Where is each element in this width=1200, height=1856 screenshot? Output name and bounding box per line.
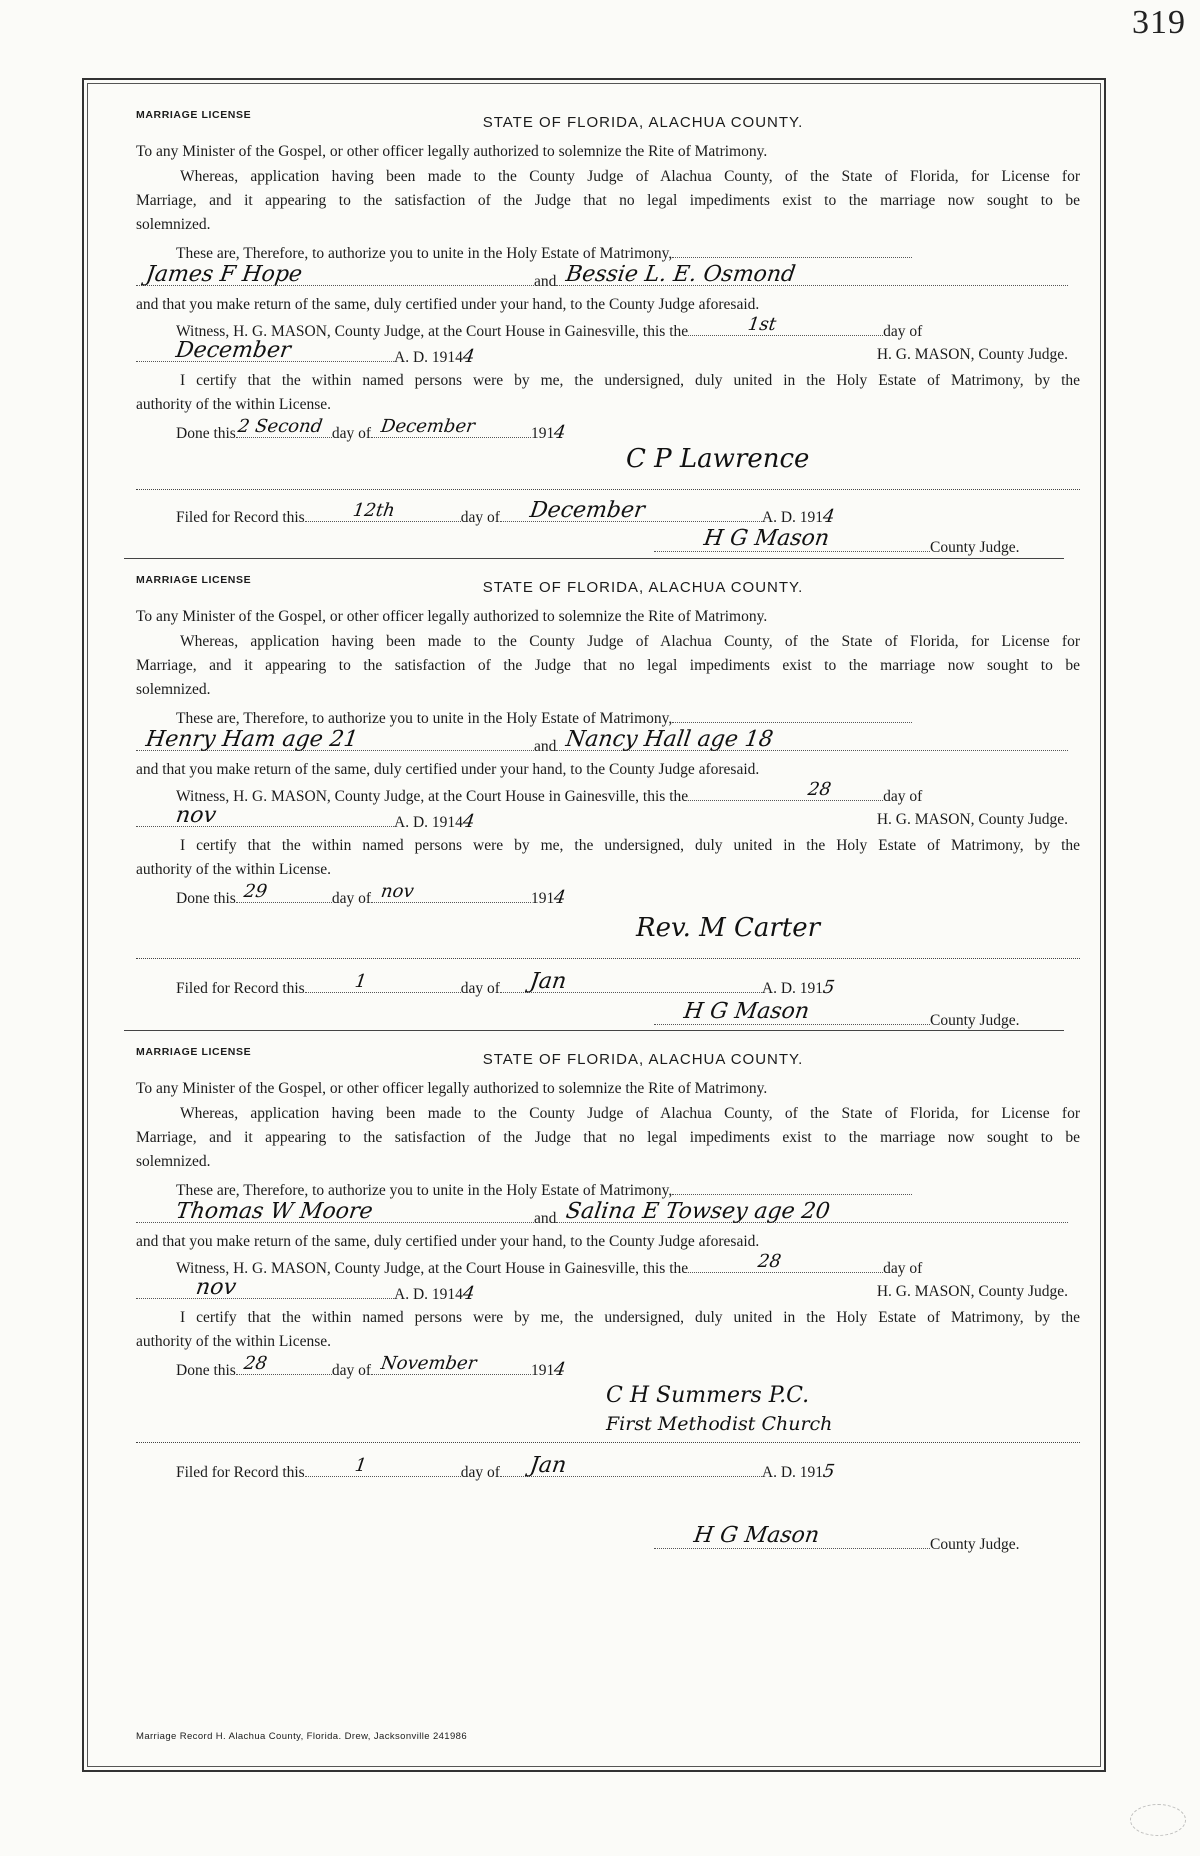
names-line	[136, 727, 1080, 757]
groom-name: Thomas W Moore	[174, 1199, 375, 1224]
address-line: To any Minister of the Gospel, or other officer legally authorized to solemnize the Rite of Matrimony.	[136, 1080, 768, 1097]
witness-year-digit: 4	[461, 346, 476, 367]
certify-line-1: I certify that the within named persons were by me, the undersigned, duly united in the Holy Estate of Matrimony, by the	[180, 372, 1080, 389]
authorize-line	[136, 706, 1080, 729]
day-of-text: day of	[883, 323, 923, 340]
bride-name: Bessie L. E. Osmond	[564, 262, 798, 287]
ink-stamp-mark	[1130, 1804, 1186, 1836]
ad-text: A. D. 1914	[394, 814, 463, 831]
authorize-text: These are, Therefore, to authorize you to unite in the Holy Estate of Matrimony,	[176, 245, 673, 262]
filed-year-digit: 5	[821, 977, 837, 998]
license-label: MARRIAGE LICENSE	[136, 574, 252, 586]
done-year-digit: 4	[552, 1359, 568, 1380]
officiant-church: First Methodist Church	[606, 1413, 833, 1435]
bride-name: Nancy Hall age 18	[564, 727, 776, 752]
license-separator-2	[124, 1030, 1064, 1031]
clerk-signature: H G Mason	[692, 1523, 821, 1548]
ad-text: A. D. 1914	[394, 1286, 463, 1303]
whereas-line-3: solemnized.	[136, 216, 211, 233]
officiant-block	[626, 444, 1080, 474]
authorize-dots	[672, 1178, 912, 1195]
marriage-license-3	[136, 1042, 1080, 1562]
groom-field	[136, 727, 534, 752]
done-day-of: day of	[331, 1362, 372, 1379]
and-text: and	[534, 738, 557, 755]
officiant-signature: Rev. M Carter	[636, 913, 821, 943]
page-number: 319	[1132, 4, 1186, 41]
witness-text: Witness, H. G. MASON, County Judge, at the Court House in Gainesville, this the	[176, 323, 689, 340]
done-line	[136, 881, 1080, 909]
witness-day-field	[688, 314, 883, 336]
license-label: MARRIAGE LICENSE	[136, 1046, 252, 1058]
filed-line	[136, 1453, 1080, 1483]
witness-month: nov	[194, 1275, 238, 1300]
filed-month-field	[500, 969, 762, 994]
witness-date-line	[136, 338, 1080, 368]
certify-line-2: authority of the within License.	[136, 861, 331, 878]
bride-name: Salina E Towsey age 20	[564, 1199, 832, 1224]
certify-line-1: I certify that the within named persons were by me, the undersigned, duly united in the Holy Estate of Matrimony, by the	[180, 837, 1080, 854]
done-line	[136, 416, 1080, 444]
certify-line-1: I certify that the within named persons were by me, the undersigned, duly united in the Holy Estate of Matrimony, by the	[180, 1309, 1080, 1326]
clerk-signature-field	[654, 999, 930, 1025]
bride-field	[556, 262, 1068, 287]
certify-line-2: authority of the within License.	[136, 396, 331, 413]
names-line	[136, 262, 1080, 292]
filed-day-field	[305, 1455, 461, 1477]
witness-day: 1st	[746, 314, 778, 335]
county-judge-text: County Judge.	[930, 1536, 1020, 1553]
section-divider	[136, 958, 1080, 959]
ad-text: A. D. 1914	[394, 349, 463, 366]
done-text: Done this	[176, 890, 236, 907]
filed-day-field	[305, 971, 461, 993]
groom-name: James F Hope	[144, 262, 304, 287]
witness-text: Witness, H. G. MASON, County Judge, at the Court House in Gainesville, this the	[176, 1260, 689, 1277]
officiant-signature: C H Summers P.C.	[606, 1383, 810, 1408]
address-line: To any Minister of the Gospel, or other officer legally authorized to solemnize the Rite of Matrimony.	[136, 608, 768, 625]
witness-date-line	[136, 1275, 1080, 1305]
filed-ad-text: A. D. 191	[761, 1464, 824, 1481]
filed-day-of: day of	[460, 509, 500, 526]
done-year-prefix: 191	[531, 890, 555, 907]
done-text: Done this	[176, 425, 236, 442]
license-separator-1	[124, 558, 1064, 559]
filed-year-digit: 5	[821, 1461, 837, 1482]
done-day: 2 Second	[236, 416, 324, 437]
done-day: 28	[242, 1353, 269, 1374]
filed-day-of: day of	[460, 1464, 500, 1481]
filed-day: 1	[353, 1455, 368, 1476]
whereas-line-2: Marriage, and it appearing to the satisfaction of the Judge that no legal impediments exist to the marriage now sought to be	[136, 1129, 1080, 1146]
clerk-signature-field	[654, 526, 930, 552]
filed-day: 12th	[351, 500, 396, 521]
clerk-line-2	[654, 999, 1094, 1030]
return-line: and that you make return of the same, duly certified under your hand, to the County Judge aforesaid.	[136, 761, 760, 778]
section-divider	[136, 1442, 1080, 1443]
done-month: nov	[379, 881, 416, 902]
filed-month: Jan	[528, 969, 568, 994]
filed-text: Filed for Record this	[176, 980, 305, 997]
done-year-prefix: 191	[531, 425, 555, 442]
clerk-signature: H G Mason	[682, 999, 811, 1024]
return-line: and that you make return of the same, duly certified under your hand, to the County Judge aforesaid.	[136, 296, 760, 313]
witness-month-field	[136, 338, 394, 363]
done-line	[136, 1353, 1080, 1381]
done-day-field	[236, 416, 332, 438]
witness-month: nov	[174, 803, 218, 828]
filed-day: 1	[353, 971, 368, 992]
filed-line	[136, 969, 1080, 999]
clerk-signature-field	[654, 1523, 930, 1549]
day-of-text: day of	[883, 788, 923, 805]
witness-text: Witness, H. G. MASON, County Judge, at the Court House in Gainesville, this the	[176, 788, 689, 805]
done-month: November	[379, 1353, 478, 1374]
marriage-license-1	[136, 105, 1080, 535]
groom-field	[136, 1199, 534, 1224]
printer-footer: Marriage Record H. Alachua County, Florida. Drew, Jacksonville 241986	[136, 1731, 468, 1742]
filed-month: Jan	[528, 1453, 568, 1478]
done-month: December	[379, 416, 477, 437]
done-year-digit: 4	[552, 422, 568, 443]
authorize-line	[136, 241, 1080, 264]
license-heading: STATE OF FLORIDA, ALACHUA COUNTY.	[482, 579, 804, 596]
done-year-prefix: 191	[531, 1362, 555, 1379]
whereas-line-2: Marriage, and it appearing to the satisfaction of the Judge that no legal impediments exist to the marriage now sought to be	[136, 657, 1080, 674]
whereas-line-1: Whereas, application having been made to the County Judge of Alachua County, of the State of Florida, for License for	[180, 1105, 1080, 1122]
witness-day: 28	[806, 779, 833, 800]
day-of-text: day of	[883, 1260, 923, 1277]
done-text: Done this	[176, 1362, 236, 1379]
done-year-digit: 4	[552, 887, 568, 908]
clerk-signature: H G Mason	[702, 526, 831, 551]
witness-month-field	[136, 803, 394, 828]
judge-signature-text: H. G. MASON, County Judge.	[876, 346, 1068, 363]
groom-field	[136, 262, 534, 287]
officiant-signature: C P Lawrence	[626, 444, 810, 474]
whereas-line-1: Whereas, application having been made to the County Judge of Alachua County, of the State of Florida, for License for	[180, 633, 1080, 650]
filed-month: December	[528, 498, 647, 523]
whereas-line-2: Marriage, and it appearing to the satisfaction of the Judge that no legal impediments exist to the marriage now sought to be	[136, 192, 1080, 209]
whereas-line-1: Whereas, application having been made to the County Judge of Alachua County, of the State of Florida, for License for	[180, 168, 1080, 185]
witness-month-field	[136, 1275, 394, 1300]
bride-field	[556, 727, 1068, 752]
done-day-field	[236, 1353, 332, 1375]
and-text: and	[534, 273, 557, 290]
authorize-line	[136, 1178, 1080, 1201]
authorize-dots	[672, 706, 912, 723]
clerk-line-3	[654, 1523, 1094, 1554]
done-day-of: day of	[331, 890, 372, 907]
license-label: MARRIAGE LICENSE	[136, 109, 252, 121]
officiant-block	[636, 913, 1080, 943]
judge-signature-text: H. G. MASON, County Judge.	[876, 811, 1068, 828]
filed-line	[136, 498, 1080, 528]
officiant-church-block	[606, 1414, 1080, 1436]
names-line	[136, 1199, 1080, 1229]
witness-day: 28	[756, 1251, 783, 1272]
judge-signature-text: H. G. MASON, County Judge.	[876, 1283, 1068, 1300]
whereas-line-3: solemnized.	[136, 681, 211, 698]
witness-line	[136, 779, 1080, 807]
whereas-line-3: solemnized.	[136, 1153, 211, 1170]
clerk-line-1	[654, 526, 1094, 557]
officiant-block	[606, 1383, 1080, 1408]
done-day-field	[236, 881, 332, 903]
filed-day-field	[305, 500, 461, 522]
filed-text: Filed for Record this	[176, 1464, 305, 1481]
witness-day-field	[688, 779, 883, 801]
and-text: and	[534, 1210, 557, 1227]
filed-text: Filed for Record this	[176, 509, 305, 526]
authorize-dots	[672, 241, 912, 258]
groom-name: Henry Ham age 21	[144, 727, 360, 752]
filed-ad-text: A. D. 191	[761, 509, 824, 526]
bride-field	[556, 1199, 1068, 1224]
done-month-field	[371, 416, 531, 438]
witness-day-field	[688, 1251, 883, 1273]
done-day-of: day of	[331, 425, 372, 442]
filed-month-field	[500, 498, 762, 523]
license-heading: STATE OF FLORIDA, ALACHUA COUNTY.	[482, 1051, 804, 1068]
filed-ad-text: A. D. 191	[761, 980, 824, 997]
county-judge-text: County Judge.	[930, 1012, 1020, 1029]
done-month-field	[371, 1353, 531, 1375]
marriage-license-2	[136, 570, 1080, 1040]
witness-date-line	[136, 803, 1080, 833]
done-day: 29	[242, 881, 269, 902]
return-line: and that you make return of the same, duly certified under your hand, to the County Judge aforesaid.	[136, 1233, 760, 1250]
address-line: To any Minister of the Gospel, or other officer legally authorized to solemnize the Rite of Matrimony.	[136, 143, 768, 160]
authorize-text: These are, Therefore, to authorize you to unite in the Holy Estate of Matrimony,	[176, 710, 673, 727]
record-page-frame	[82, 78, 1106, 1772]
filed-day-of: day of	[460, 980, 500, 997]
filed-month-field	[500, 1453, 762, 1478]
certify-line-2: authority of the within License.	[136, 1333, 331, 1350]
section-divider	[136, 489, 1080, 490]
license-heading: STATE OF FLORIDA, ALACHUA COUNTY.	[482, 114, 804, 131]
witness-month: December	[174, 338, 293, 363]
witness-year-digit: 4	[461, 811, 476, 832]
authorize-text: These are, Therefore, to authorize you to unite in the Holy Estate of Matrimony,	[176, 1182, 673, 1199]
done-month-field	[371, 881, 531, 903]
filed-year-digit: 4	[821, 506, 837, 527]
witness-line	[136, 1251, 1080, 1279]
witness-year-digit: 4	[461, 1283, 476, 1304]
county-judge-text: County Judge.	[930, 539, 1020, 556]
